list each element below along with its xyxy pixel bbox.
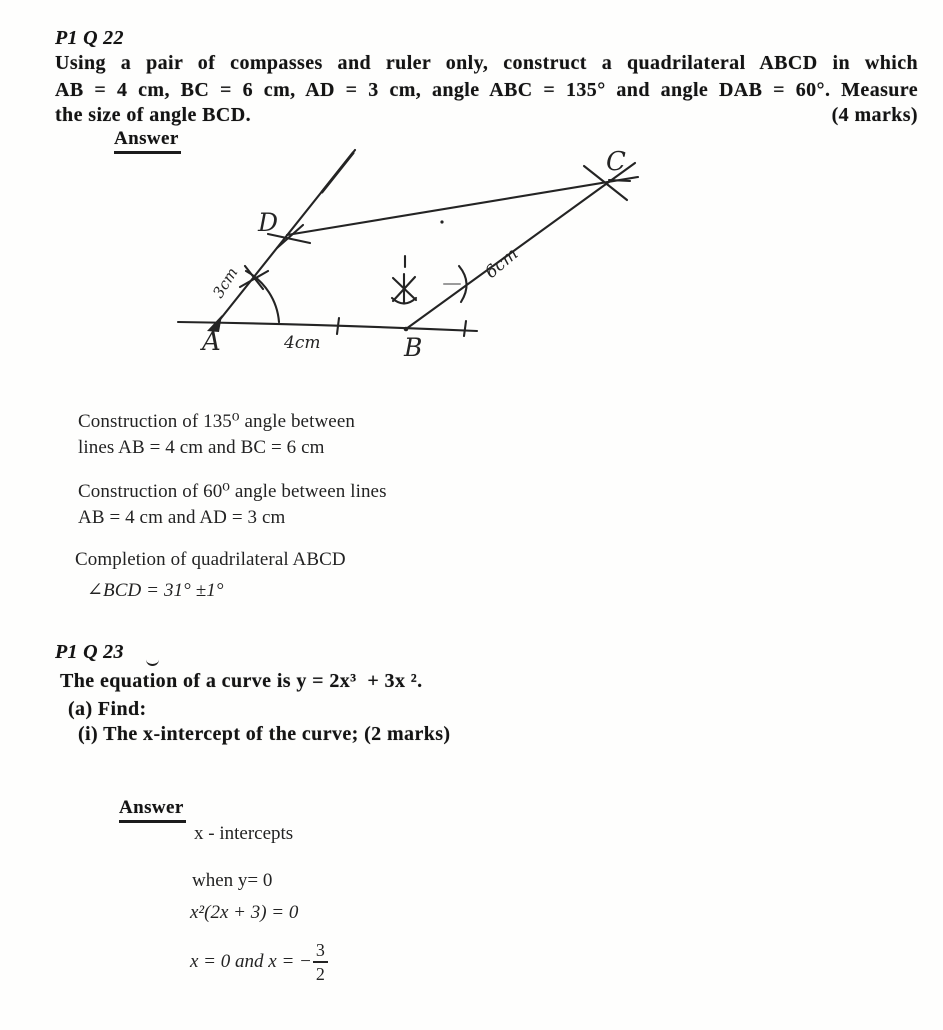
q22-question-line-2: AB = 4 cm, BC = 6 cm, AD = 3 cm, angle ABC = 135° and angle DAB = 60°. Measure (55, 79, 918, 101)
fraction-denominator: 2 (315, 964, 325, 984)
q22-question-line-3 (55, 103, 918, 128)
working-when-y0: when y= 0 (192, 870, 273, 891)
q23-heading: P1 Q 23 (55, 641, 124, 663)
stray-dot (440, 220, 443, 223)
diagram-baseline (178, 322, 477, 331)
fraction-three-halves (313, 941, 328, 983)
diagram-ray-ad-overstroke (322, 153, 353, 192)
label-side-bc: 6cm (481, 244, 523, 283)
angle-arc-at-a (246, 271, 279, 322)
fraction-numerator: 3 (313, 941, 328, 963)
stray-pen-mark (146, 657, 159, 666)
label-point-a: A (202, 327, 221, 357)
working-roots (190, 941, 328, 983)
note-60-line-1: Construction of 60⁰ angle between lines (78, 481, 387, 502)
q23-question-line-1: The equation of a curve is y = 2x³ + 3x ². (60, 670, 423, 692)
c-tick-mark (609, 180, 630, 181)
baseline-tick-left (337, 318, 339, 334)
note-135-line-1: Construction of 135⁰ angle between (78, 411, 355, 432)
q22-marks: (4 marks) (831, 104, 918, 126)
q23-question-line-3: (i) The x-intercept of the curve; (2 marks) (78, 723, 451, 745)
q22-answer-label: Answer (114, 128, 181, 154)
label-side-ad: 3cm (209, 264, 242, 302)
label-point-b: B (404, 333, 423, 362)
working-roots-lead: x = 0 and x = − (190, 951, 312, 972)
q22-question-line-3-text: the size of angle BCD. (55, 104, 251, 126)
working-x-intercepts: x - intercepts (194, 823, 294, 844)
note-60-line-2: AB = 4 cm and AD = 3 cm (78, 507, 286, 528)
label-point-c: C (606, 147, 626, 177)
q23-question-line-2: (a) Find: (68, 698, 147, 720)
angle-bcd-result: ∠BCD = 31° ±1° (87, 580, 224, 601)
b-ink-blob (404, 327, 409, 332)
diagram-line-dc (287, 177, 638, 235)
note-135-line-2: lines AB = 4 cm and BC = 6 cm (78, 437, 325, 458)
label-point-d: D (258, 208, 279, 237)
q23-answer-label: Answer (119, 797, 186, 823)
construction-diagram (170, 145, 650, 370)
baseline-tick-right (464, 321, 466, 336)
diagram-line-bc (406, 163, 635, 329)
q22-question-line-1: Using a pair of compasses and ruler only, construct a quadrilateral ABCD in which (55, 52, 918, 74)
note-completion: Completion of quadrilateral ABCD (75, 549, 346, 570)
working-factored-equation: x²(2x + 3) = 0 (190, 902, 299, 923)
q22-heading: P1 Q 22 (55, 27, 124, 49)
label-side-ab: 4cm (284, 333, 321, 353)
